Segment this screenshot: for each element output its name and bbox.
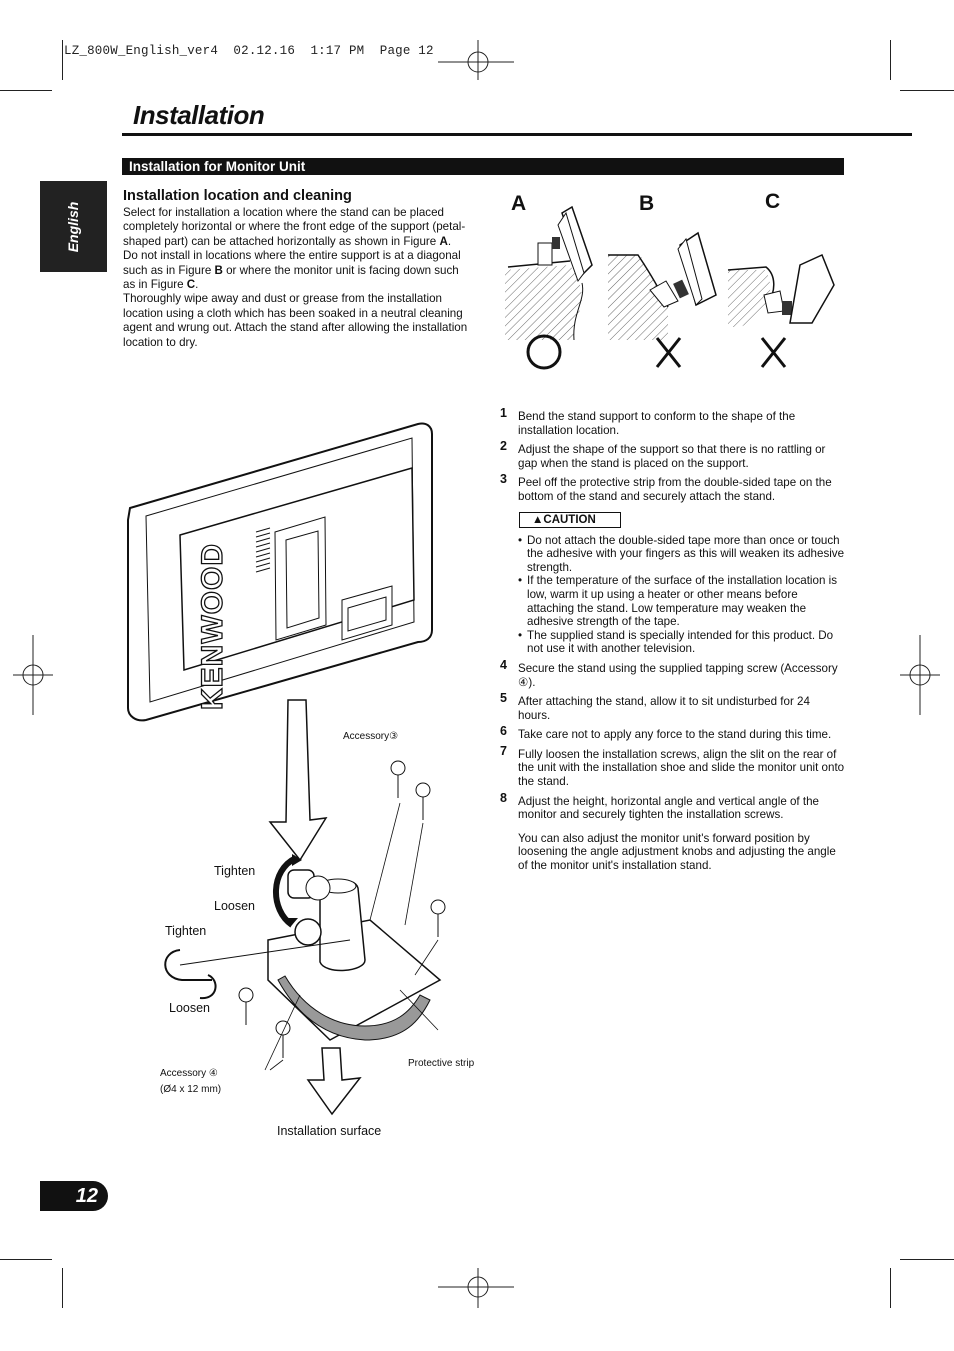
figure-letter-c: C [765,190,781,213]
step-item: 4 Secure the stand using the supplied tapping screw (Accessory ④). [500,657,838,689]
page-title: Installation [133,100,265,130]
monitor-unit [128,423,432,720]
figure-letter-a: A [511,192,527,215]
caution-list [518,534,845,656]
accessory-4-size: (Ø4 x 12 mm) [160,1084,222,1095]
warning-icon: ▲ [532,513,544,526]
figure-a-drawing [505,207,592,340]
brand-logo: KENWOOD [196,543,229,710]
down-arrow [270,700,326,860]
step-item: 3 Peel off the protective strip from the double-sided tape on the bottom of the stand and securely attach the stand. [500,472,832,503]
step-item: 1 Bend the stand support to conform to the shape of the installation location. [500,406,796,437]
adjustment-note: You can also adjust the monitor unit's forward position by loosening the angle adjustment knobs and adjusting the angle of the monitor unit's installation stand. [518,831,836,873]
page-number: 12 [40,1181,108,1211]
step-item: 2 Adjust the shape of the support so that there is no rattling or gap when the stand is placed on the support. [500,439,826,470]
step-item: 6 Take care not to apply any force to the stand during this time. [500,724,832,742]
caution-item: • The supplied stand is specially intended for this product. Do not use it with another television. [518,629,845,656]
installation-diagram [120,420,480,1140]
location-paragraph-2: Do not install in locations where the entire support is at a diagonal such as in Figure B or where the monitor unit is facing down such as in Figure C. [123,249,461,292]
protective-strip-label: Protective strip [408,1058,475,1069]
installation-surface-label: Installation surface [277,1124,382,1138]
print-slug: LZ_800W_English_ver4 02.12.16 1:17 PM Page 12 [64,44,434,58]
mounting-figures [500,195,845,375]
ng-mark-c [762,338,785,367]
ok-mark [528,336,560,368]
loosen-label-left: Loosen [169,1001,211,1015]
figure-b-drawing [608,233,716,340]
location-paragraph-1: Select for installation a location where the stand can be placed completely horizontal or where the front edge of the support (petal-shaped part) can be attached horizontally as shown in Figure A. [123,206,466,248]
step-item: 5 After attaching the stand, allow it to sit undisturbed for 24 hours. [500,691,810,722]
location-heading: Installation location and cleaning [123,188,352,204]
caution-item: • Do not attach the double-sided tape more than once or touch the adhesive with your fingers as this will weaken its adhesive strength. [518,534,845,575]
surface-arrow [308,1048,360,1114]
figure-c-drawing [728,255,834,327]
stand [268,870,440,1040]
ng-mark-b [657,338,680,367]
step-item: 7 Fully loosen the installation screws, align the slit on the rear of the unit with the installation shoe and slide the monitor unit onto the stand. [500,743,845,789]
accessory-4-label: Accessory ④ [160,1068,218,1079]
loosen-label-top: Loosen [214,899,256,913]
language-label: English [65,201,81,253]
section-title: Installation for Monitor Unit [122,158,844,175]
caution-box: ▲CAUTION [519,512,621,528]
caution-item: • If the temperature of the surface of the installation location is low, warm it up using a heater or other means before attaching the stand. Low temperature may weaken the adhesive strength of the tape. [518,574,845,628]
location-text [123,206,468,350]
figure-letter-b: B [639,192,655,215]
tighten-label-left: Tighten [165,924,207,938]
step-list [500,406,845,873]
step-item: 8 Adjust the height, horizontal angle and vertical angle of the monitor and securely tighten the installation screws. [500,790,819,822]
location-paragraph-3: Thoroughly wipe away and dust or grease from the installation location using a cloth which has been soaked in a neutral cleaning agent and wrung out. Attach the stand after allowing the installation location to dry. [123,292,468,349]
language-tab [40,181,107,272]
tighten-label-top: Tighten [214,864,256,878]
title-rule [122,133,912,136]
accessory-3-label: Accessory③ [343,731,399,742]
